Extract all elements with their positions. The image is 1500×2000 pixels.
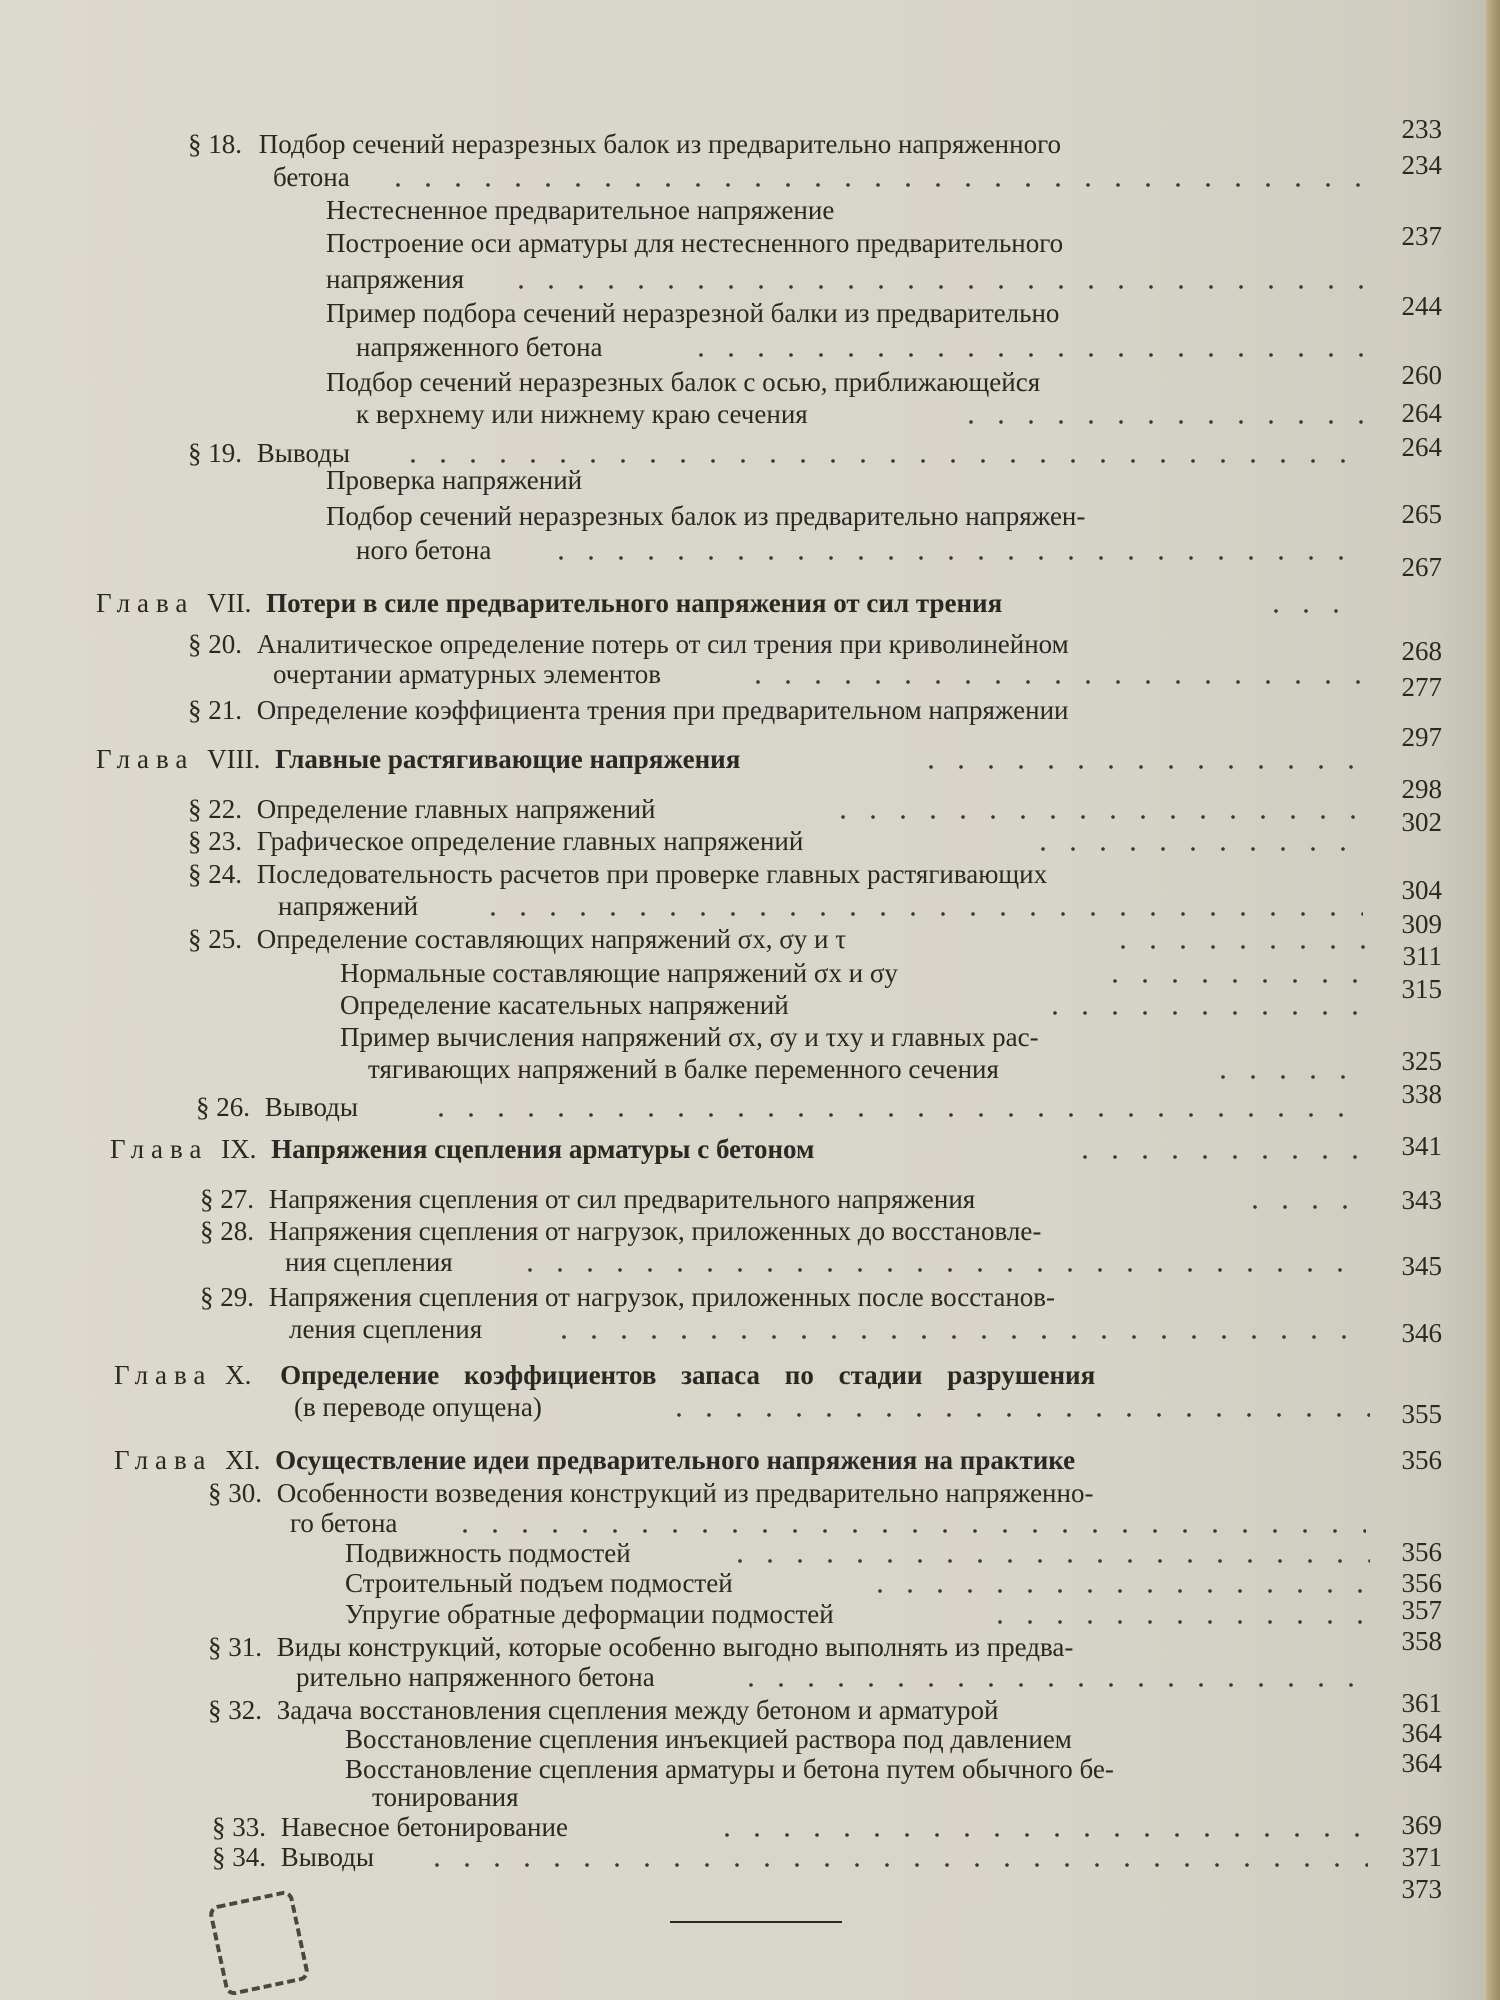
toc-subentry-cont <box>356 533 1366 567</box>
toc-subentry <box>326 226 1376 260</box>
page-number: 369 <box>1401 1810 1442 1840</box>
toc-chapter-10-note <box>294 1390 1370 1424</box>
toc-subentry <box>326 365 1376 399</box>
section-label: § 29. <box>200 1282 254 1312</box>
page-number: 277 <box>1401 672 1442 702</box>
toc-subentry <box>340 988 1370 1022</box>
page-number: 304 <box>1401 875 1442 905</box>
subentry-title: Подбор сечений неразрезных балок с осью, приближающейся <box>326 367 1041 397</box>
toc-entry-s20-line2 <box>273 657 1363 691</box>
chapter-label: Глава <box>96 588 195 618</box>
page-number: 364 <box>1401 1718 1442 1748</box>
leader-dots <box>916 765 1356 769</box>
section-title: Навесное бетонирование <box>280 1812 568 1842</box>
toc-entry-s18-line2 <box>273 160 1363 194</box>
toc-entry-s23 <box>188 824 1368 858</box>
leader-dots <box>686 353 1366 357</box>
page-number: 298 <box>1401 774 1442 804</box>
toc-chapter-11 <box>114 1443 1360 1477</box>
toc-subentry-cont <box>356 397 1366 431</box>
page-number: 357 <box>1401 1595 1442 1625</box>
leader-dots <box>828 815 1368 819</box>
subentry-title-cont: к верхнему или нижнему краю сечения <box>356 399 808 429</box>
leader-dots <box>865 1589 1370 1593</box>
section-label: § 24. <box>188 859 242 889</box>
leader-dots <box>450 1529 1366 1533</box>
section-title: Виды конструкций, которые особенно выгодно выполнять из предва- <box>276 1632 1074 1662</box>
toc-subentry <box>326 499 1376 533</box>
page-number: 234 <box>1401 150 1442 180</box>
section-title: Последовательность расчетов при проверке главных растягивающих <box>256 859 1048 889</box>
section-label: § 33. <box>212 1812 266 1842</box>
page-number: 311 <box>1402 941 1442 971</box>
chapter-number: IX. <box>221 1134 257 1164</box>
page-number: 315 <box>1401 974 1442 1004</box>
leader-dots <box>1108 945 1368 949</box>
toc-subentry <box>345 1566 1370 1600</box>
section-label: § 26. <box>196 1092 250 1122</box>
page-number: 244 <box>1401 291 1442 321</box>
toc-entry-s18-line1 <box>188 127 1378 161</box>
leader-dots <box>1040 1011 1370 1015</box>
chapter-number: VIII. <box>207 744 261 774</box>
toc-entry-s33 <box>212 1810 1368 1844</box>
subentry-title: Определение касательных напряжений <box>340 990 789 1020</box>
subentry-title: Нормальные составляющие напряжений σx и σy <box>340 958 898 988</box>
leader-dots <box>725 1559 1370 1563</box>
subentry-title-cont: тягивающих напряжений в балке переменного сечения <box>368 1054 999 1084</box>
chapter-label: Глава <box>110 1134 209 1164</box>
section-title-cont: ления сцепления <box>289 1314 483 1344</box>
section-title: Задача восстановления сцепления между бетоном и арматурой <box>276 1695 999 1725</box>
subentry-title: Строительный подъем подмостей <box>345 1568 733 1598</box>
toc-subentry <box>345 1722 1375 1756</box>
leader-dots <box>422 1863 1368 1867</box>
section-title: Аналитическое определение потерь от сил трения при криволинейном <box>256 629 1069 659</box>
toc-subentry <box>345 1597 1370 1631</box>
toc-entry-s30-line1 <box>208 1476 1358 1510</box>
leader-dots <box>426 1113 1368 1117</box>
toc-subentry <box>345 1536 1370 1570</box>
chapter-number: X. <box>225 1360 252 1390</box>
leader-dots <box>1100 979 1370 983</box>
page-number: 237 <box>1401 221 1442 251</box>
section-label: § 32. <box>208 1695 262 1725</box>
chapter-title: Потери в силе предварительного напряжения от сил трения <box>266 588 1003 618</box>
toc-entry-s22 <box>188 792 1368 826</box>
section-title: Напряжения сцепления от нагрузок, приложенных после восстанов- <box>268 1282 1056 1312</box>
section-label: § 27. <box>200 1184 254 1214</box>
chapter-number: VII. <box>207 588 252 618</box>
toc-entry-s24-line1 <box>188 857 1368 891</box>
subentry-title: Восстановление сцепления арматуры и бетона путем обычного бе- <box>345 1754 1114 1784</box>
leader-dots <box>506 285 1366 289</box>
leader-dots <box>546 556 1366 560</box>
toc-entry-s25 <box>188 922 1368 956</box>
page-number: 265 <box>1401 499 1442 529</box>
toc-chapter-10 <box>114 1358 1374 1392</box>
page-number: 341 <box>1401 1131 1442 1161</box>
section-label: § 20. <box>188 629 242 659</box>
toc-entry-s21 <box>188 693 1378 727</box>
page-number: 358 <box>1401 1626 1442 1656</box>
toc-entry-s31-line1 <box>208 1630 1368 1664</box>
section-title: Напряжения сцепления от нагрузок, приложенных до восстановле- <box>268 1216 1042 1246</box>
toc-subentry <box>326 463 1376 497</box>
toc-subentry-cont <box>326 262 1366 296</box>
subentry-title: Подвижность подмостей <box>345 1538 631 1568</box>
subentry-title-cont: тонирования <box>372 1782 519 1812</box>
leader-dots <box>383 183 1363 187</box>
section-title-cont: ния сцепления <box>285 1247 453 1277</box>
page-number: 233 <box>1401 114 1442 144</box>
section-title-cont: бетона <box>273 162 350 192</box>
page-number: 373 <box>1401 1874 1442 1904</box>
section-title: Напряжения сцепления от сил предварительного напряжения <box>268 1184 976 1214</box>
footer-rule <box>670 1921 842 1923</box>
subentry-title: Пример подбора сечений неразрезной балки из предварительно <box>326 298 1060 328</box>
page-number: 338 <box>1401 1079 1442 1109</box>
chapter-note: (в переводе опущена) <box>294 1392 542 1422</box>
subentry-title: Построение оси арматуры для нестесненного предварительного <box>326 228 1064 258</box>
page-number: 343 <box>1401 1185 1442 1215</box>
section-title: Особенности возведения конструкций из предварительно напряженно- <box>276 1478 1094 1508</box>
section-title: Выводы <box>256 438 351 468</box>
page-number: 260 <box>1401 360 1442 390</box>
subentry-title: Нестесненное предварительное напряжение <box>326 195 835 225</box>
page-number: 325 <box>1401 1046 1442 1076</box>
section-title: Определение главных напряжений <box>256 794 656 824</box>
section-label: § 22. <box>188 794 242 824</box>
toc-entry-s28-line2 <box>285 1245 1365 1279</box>
toc-entry-s29-line2 <box>289 1312 1369 1346</box>
section-title: Графическое определение главных напряжений <box>256 826 804 856</box>
chapter-label: Глава <box>114 1360 213 1390</box>
page-number: 345 <box>1401 1251 1442 1281</box>
toc-entry-s20-line1 <box>188 627 1378 661</box>
leader-dots <box>1208 1075 1368 1079</box>
chapter-label: Глава <box>114 1445 213 1475</box>
toc-entry-s28-line1 <box>200 1214 1380 1248</box>
toc-entry-s31-line2 <box>296 1660 1366 1694</box>
section-title-cont: рительно напряженного бетона <box>296 1662 655 1692</box>
subentry-title-cont: ного бетона <box>356 535 492 565</box>
leader-dots <box>743 680 1363 684</box>
section-title: Определение коэффициента трения при предварительном напряжении <box>256 695 1069 725</box>
leader-dots <box>1261 609 1356 613</box>
section-title-cont: очертании арматурных элементов <box>273 659 662 689</box>
subentry-title: Проверка напряжений <box>326 465 583 495</box>
toc-subentry-cont <box>368 1052 1368 1086</box>
subentry-title-cont: напряженного бетона <box>356 332 603 362</box>
section-label: § 19. <box>188 438 242 468</box>
page-number: 361 <box>1401 1688 1442 1718</box>
section-label: § 30. <box>208 1478 262 1508</box>
subentry-title: Подбор сечений неразрезных балок из предварительно напряжен- <box>326 501 1086 531</box>
section-label: § 25. <box>188 924 242 954</box>
leader-dots <box>712 1833 1368 1837</box>
section-title: Выводы <box>280 1842 375 1872</box>
toc-chapter-9 <box>110 1132 1368 1166</box>
leader-dots <box>664 1413 1370 1417</box>
page-number: 346 <box>1401 1318 1442 1348</box>
section-label: § 23. <box>188 826 242 856</box>
library-stamp <box>207 1889 310 1997</box>
toc-subentry <box>326 193 1376 227</box>
section-label: § 28. <box>200 1216 254 1246</box>
page-number: 302 <box>1401 807 1442 837</box>
leader-dots <box>549 1335 1369 1339</box>
toc-chapter-8 <box>96 742 1356 776</box>
page-number: 267 <box>1401 552 1442 582</box>
section-title-cont: напряжений <box>278 891 419 921</box>
chapter-number: XI. <box>225 1445 261 1475</box>
section-label: § 18. <box>188 129 242 159</box>
toc-entry-s34 <box>212 1840 1368 1874</box>
leader-dots <box>1070 1155 1368 1159</box>
toc-entry-s26 <box>196 1090 1368 1124</box>
subentry-title-cont: напряжения <box>326 264 465 294</box>
section-label: § 34. <box>212 1842 266 1872</box>
page-number: 356 <box>1401 1537 1442 1567</box>
page-number: 309 <box>1401 909 1442 939</box>
leader-dots <box>956 420 1366 424</box>
page-edge <box>1486 0 1500 2000</box>
toc-subentry <box>340 1020 1380 1054</box>
page-number: 356 <box>1401 1445 1442 1475</box>
leader-dots <box>478 912 1363 916</box>
leader-dots <box>1240 1205 1368 1209</box>
section-title: Выводы <box>264 1092 359 1122</box>
chapter-title: Определение коэффициентов запаса по стадии разрушения <box>280 1360 1096 1390</box>
chapter-title: Главные растягивающие напряжения <box>275 744 741 774</box>
page-number: 268 <box>1401 636 1442 666</box>
page-number: 264 <box>1401 432 1442 462</box>
section-title-cont: го бетона <box>290 1508 398 1538</box>
page-number: 364 <box>1401 1748 1442 1778</box>
page-number: 264 <box>1401 398 1442 428</box>
page-number: 371 <box>1401 1842 1442 1872</box>
leader-dots <box>1028 847 1368 851</box>
toc-entry-s24-line2 <box>278 889 1363 923</box>
toc-subentry-cont <box>372 1780 1368 1814</box>
section-title: Определение составляющих напряжений σx, σy и τ <box>256 924 847 954</box>
toc-entry-s30-line2 <box>290 1506 1366 1540</box>
toc-subentry <box>340 956 1370 990</box>
toc-subentry-cont <box>356 330 1366 364</box>
subentry-title: Восстановление сцепления инъекцией раствора под давлением <box>345 1724 1072 1754</box>
page-number: 355 <box>1401 1399 1442 1429</box>
toc-entry-s27 <box>200 1182 1368 1216</box>
chapter-title: Напряжения сцепления арматуры с бетоном <box>271 1134 815 1164</box>
page-number: 297 <box>1401 722 1442 752</box>
leader-dots <box>515 1268 1365 1272</box>
subentry-title: Пример вычисления напряжений σx, σy и τxy и главных рас- <box>340 1022 1039 1052</box>
toc-entry-s29-line1 <box>200 1280 1380 1314</box>
leader-dots <box>985 1620 1370 1624</box>
section-label: § 31. <box>208 1632 262 1662</box>
chapter-title: Осуществление идеи предварительного напряжения на практике <box>275 1445 1076 1475</box>
chapter-label: Глава <box>96 744 195 774</box>
toc-chapter-7 <box>96 586 1356 620</box>
subentry-title: Упругие обратные деформации подмостей <box>345 1599 834 1629</box>
section-label: § 21. <box>188 695 242 725</box>
leader-dots <box>736 1683 1366 1687</box>
toc-subentry <box>326 296 1376 330</box>
section-title: Подбор сечений неразрезных балок из предварительно напряженного <box>258 129 1061 159</box>
page-number: 356 <box>1401 1568 1442 1598</box>
